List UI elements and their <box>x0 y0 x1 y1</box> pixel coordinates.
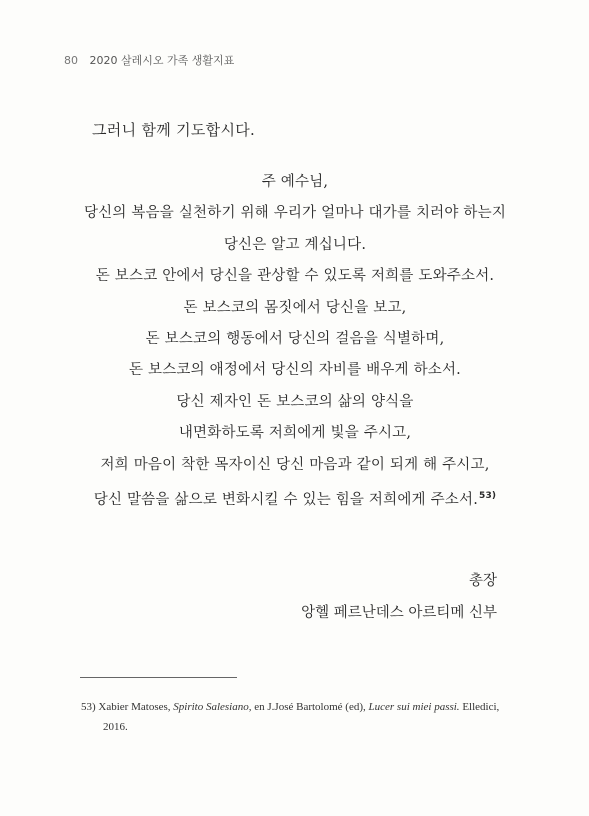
footnote-editor: en J.José Bartolomé (ed), <box>254 701 366 713</box>
prayer-line: 돈 보스코의 몸짓에서 당신을 보고, <box>183 299 407 316</box>
prayer-line: 당신의 복음을 실천하기 위해 우리가 얼마나 대가를 치러야 하는지 <box>83 205 507 222</box>
running-header <box>64 52 234 68</box>
footnote-year: 2016. <box>103 721 128 733</box>
footnote-reference[interactable]: 53) <box>479 490 497 501</box>
prayer-line: 당신 제자인 돈 보스코의 삶의 양식을 <box>176 393 414 410</box>
page-number: 80 <box>64 54 78 67</box>
prayer-line-last <box>60 486 530 517</box>
footnote-work-title: Spirito Salesiano, <box>173 701 252 713</box>
prayer-line: 당신은 알고 계십니다. <box>223 236 367 253</box>
prayer-line: 돈 보스코 안에서 당신을 관상할 수 있도록 저희를 도와주소서. <box>95 268 495 285</box>
footnote-author: Xabier Matoses, <box>98 701 171 713</box>
prayer-line: 내면화하도록 저희에게 빛을 주시고, <box>178 425 412 442</box>
prayer-line: 돈 보스코의 애정에서 당신의 자비를 배우게 하소서. <box>128 362 461 379</box>
footnote-number: 53) <box>81 701 96 713</box>
prayer-line: 주 예수님, <box>261 174 329 190</box>
footnote-publisher: Elledici, <box>462 701 500 713</box>
prayer-line: 돈 보스코의 행동에서 당신의 걸음을 식별하며, <box>145 330 445 347</box>
book-title: 2020 살레시오 가족 생활지표 <box>89 54 235 67</box>
prayer-line-text: 당신 말씀을 삶으로 변화시킬 수 있는 힘을 저희에게 주소서. <box>93 491 478 508</box>
signature-title: 총장 <box>468 573 497 589</box>
footnote-collection-title: Lucer sui miei passi. <box>368 701 460 713</box>
footnote <box>81 697 521 737</box>
prayer-block <box>60 172 530 517</box>
footnote-divider <box>80 677 237 678</box>
intro-text: 그러니 함께 기도합시다. <box>92 121 256 139</box>
prayer-line: 저희 마음이 착한 목자이신 당신 마음과 같이 되게 해 주시고, <box>100 456 490 473</box>
signature-block <box>301 571 497 623</box>
signature-name: 앙헬 페르난데스 아르티메 신부 <box>301 605 497 621</box>
